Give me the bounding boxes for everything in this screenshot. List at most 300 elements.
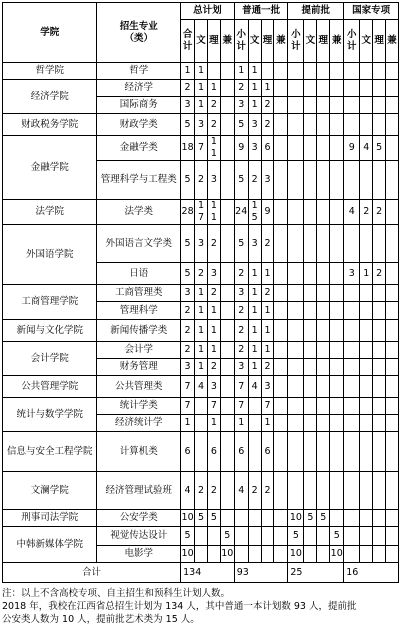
value-cell: 7 (234, 376, 248, 398)
value-cell (274, 97, 288, 114)
value-cell (288, 432, 304, 472)
value-cell (330, 398, 344, 415)
value-cell (373, 302, 386, 320)
value-cell: 11 (207, 200, 220, 225)
value-cell: 4 (344, 200, 360, 225)
value-cell: 5 (317, 510, 330, 527)
value-cell (220, 114, 234, 136)
value-cell (317, 200, 330, 225)
value-cell (317, 415, 330, 432)
value-cell (261, 546, 274, 563)
value-cell (386, 80, 399, 97)
value-cell (386, 527, 399, 546)
footnote-line: 公安类人数为 10 人，提前批艺术类为 15 人。 (2, 614, 200, 625)
value-cell: 7 (195, 136, 208, 161)
major-cell: 经济学 (97, 80, 181, 97)
table-row (3, 342, 399, 359)
table-row (3, 320, 399, 342)
value-cell: 7 (181, 376, 195, 398)
value-cell: 1 (195, 63, 208, 80)
value-cell (360, 510, 373, 527)
value-cell: 5 (234, 161, 248, 200)
value-cell (304, 472, 317, 510)
college-cell: 会计学院 (3, 342, 97, 376)
value-cell (220, 359, 234, 376)
value-cell (304, 97, 317, 114)
college-cell: 中韩新媒体学院 (3, 527, 97, 563)
major-cell: 计算机类 (97, 432, 181, 472)
admissions-plan-table (2, 2, 399, 583)
value-cell: 5 (181, 225, 195, 263)
value-cell (317, 114, 330, 136)
header-sub: 理 (373, 20, 386, 63)
value-cell (344, 376, 360, 398)
value-cell (274, 432, 288, 472)
value-cell (274, 161, 288, 200)
value-cell: 1 (181, 63, 195, 80)
value-cell (373, 161, 386, 200)
value-cell (288, 398, 304, 415)
value-cell (317, 225, 330, 263)
value-cell (360, 114, 373, 136)
value-cell (386, 63, 399, 80)
table-row (3, 136, 399, 161)
value-cell (274, 200, 288, 225)
value-cell (344, 320, 360, 342)
value-cell: 4 (234, 472, 248, 510)
value-cell: 10 (220, 546, 234, 563)
major-cell: 金融学类 (97, 136, 181, 161)
value-cell (274, 225, 288, 263)
major-cell: 国际商务 (97, 97, 181, 114)
value-cell (220, 97, 234, 114)
value-cell (220, 200, 234, 225)
value-cell (330, 320, 344, 342)
value-cell: 6 (261, 136, 274, 161)
value-cell: 1 (261, 302, 274, 320)
header-sub: 兼 (274, 20, 288, 63)
header-sub: 理 (261, 20, 274, 63)
value-cell (373, 97, 386, 114)
value-cell (288, 263, 304, 285)
major-cell: 统计学类 (97, 398, 181, 415)
value-cell (317, 527, 330, 546)
value-cell: 5 (304, 510, 317, 527)
value-cell: 5 (181, 527, 195, 546)
value-cell: 2 (360, 200, 373, 225)
major-cell: 电影学 (97, 546, 181, 563)
value-cell (304, 200, 317, 225)
value-cell: 6 (181, 432, 195, 472)
table-row (3, 376, 399, 398)
college-cell: 金融学院 (3, 136, 97, 200)
value-cell (386, 161, 399, 200)
value-cell: 2 (207, 285, 220, 302)
value-cell (360, 415, 373, 432)
value-cell (274, 527, 288, 546)
table-row (3, 432, 399, 472)
value-cell (317, 376, 330, 398)
major-cell: 外国语言文学类 (97, 225, 181, 263)
table-row (3, 527, 399, 546)
value-cell (360, 285, 373, 302)
major-cell: 公共管理类 (97, 376, 181, 398)
value-cell: 1 (248, 80, 261, 97)
value-cell (274, 285, 288, 302)
value-cell: 1 (195, 302, 208, 320)
value-cell: 2 (261, 285, 274, 302)
value-cell: 2 (234, 302, 248, 320)
value-cell: 2 (234, 320, 248, 342)
value-cell: 10 (288, 510, 304, 527)
value-cell: 3 (248, 136, 261, 161)
value-cell: 2 (373, 200, 386, 225)
value-cell: 6 (261, 432, 274, 472)
value-cell: 5 (234, 225, 248, 263)
table-row (3, 80, 399, 97)
value-cell (373, 415, 386, 432)
college-cell: 外国语学院 (3, 225, 97, 285)
table-row (3, 510, 399, 527)
table-header (3, 3, 399, 63)
value-cell (261, 527, 274, 546)
value-cell: 1 (248, 342, 261, 359)
value-cell (220, 136, 234, 161)
value-cell (373, 342, 386, 359)
value-cell: 10 (288, 546, 304, 563)
total-label: 合计 (3, 563, 181, 583)
college-cell: 刑事司法学院 (3, 510, 97, 527)
value-cell (304, 136, 317, 161)
value-cell (288, 97, 304, 114)
major-cell: 公安学类 (97, 510, 181, 527)
value-cell (288, 136, 304, 161)
value-cell: 4 (195, 376, 208, 398)
value-cell (386, 359, 399, 376)
value-cell: 2 (207, 97, 220, 114)
value-cell (344, 359, 360, 376)
value-cell: 2 (195, 472, 208, 510)
table-row (3, 114, 399, 136)
header-major: 招生专业 （类） (97, 3, 181, 63)
value-cell: 2 (207, 225, 220, 263)
value-cell: 2 (261, 472, 274, 510)
value-cell (386, 376, 399, 398)
major-cell: 经济管理试验班 (97, 472, 181, 510)
value-cell (360, 80, 373, 97)
header-sub: 小计 (288, 20, 304, 63)
value-cell (330, 225, 344, 263)
value-cell (207, 546, 220, 563)
value-cell: 1 (181, 415, 195, 432)
value-cell (274, 342, 288, 359)
value-cell (288, 285, 304, 302)
value-cell (248, 432, 261, 472)
value-cell (288, 114, 304, 136)
major-cell: 经济统计学 (97, 415, 181, 432)
value-cell (220, 63, 234, 80)
value-cell: 1 (261, 415, 274, 432)
table-row (3, 63, 399, 80)
value-cell: 3 (195, 114, 208, 136)
value-cell (386, 285, 399, 302)
value-cell: 5 (181, 263, 195, 285)
value-cell (304, 527, 317, 546)
value-cell: 2 (181, 302, 195, 320)
value-cell (373, 432, 386, 472)
value-cell (373, 546, 386, 563)
value-cell: 4 (248, 376, 261, 398)
value-cell (344, 161, 360, 200)
college-cell: 哲学院 (3, 63, 97, 80)
header-sub: 文 (304, 20, 317, 63)
value-cell: 3 (207, 263, 220, 285)
value-cell: 1 (248, 320, 261, 342)
value-cell: 1 (234, 63, 248, 80)
value-cell: 2 (207, 472, 220, 510)
value-cell (344, 225, 360, 263)
value-cell (386, 136, 399, 161)
header-sub: 小计 (234, 20, 248, 63)
table-footer (3, 563, 399, 583)
value-cell: 9 (261, 200, 274, 225)
value-cell (360, 376, 373, 398)
value-cell (304, 285, 317, 302)
value-cell (288, 302, 304, 320)
value-cell (330, 161, 344, 200)
value-cell: 28 (181, 200, 195, 225)
value-cell (261, 510, 274, 527)
value-cell: 2 (373, 263, 386, 285)
value-cell: 5 (288, 527, 304, 546)
value-cell (330, 63, 344, 80)
value-cell: 1 (248, 63, 261, 80)
value-cell: 4 (360, 136, 373, 161)
value-cell (330, 342, 344, 359)
value-cell (304, 114, 317, 136)
value-cell (330, 415, 344, 432)
value-cell (344, 342, 360, 359)
value-cell: 1 (195, 320, 208, 342)
value-cell (304, 161, 317, 200)
value-cell (195, 415, 208, 432)
value-cell: 1 (195, 359, 208, 376)
table-row (3, 472, 399, 510)
value-cell: 24 (234, 200, 248, 225)
value-cell (317, 161, 330, 200)
value-cell (373, 114, 386, 136)
value-cell: 10 (181, 546, 195, 563)
value-cell: 18 (181, 136, 195, 161)
value-cell (220, 80, 234, 97)
value-cell: 3 (234, 359, 248, 376)
value-cell (304, 342, 317, 359)
value-cell (274, 320, 288, 342)
value-cell (386, 546, 399, 563)
value-cell: 5 (207, 510, 220, 527)
value-cell (360, 161, 373, 200)
value-cell: 2 (261, 114, 274, 136)
value-cell (195, 398, 208, 415)
value-cell (373, 527, 386, 546)
value-cell: 1 (248, 263, 261, 285)
value-cell: 1 (248, 285, 261, 302)
value-cell (317, 398, 330, 415)
value-cell: 1 (261, 263, 274, 285)
value-cell: 7 (234, 398, 248, 415)
value-cell (317, 97, 330, 114)
value-cell: 2 (248, 472, 261, 510)
value-cell (330, 136, 344, 161)
value-cell (373, 225, 386, 263)
value-cell (261, 63, 274, 80)
value-cell: 1 (207, 302, 220, 320)
value-cell: 6 (207, 432, 220, 472)
value-cell (360, 302, 373, 320)
value-cell (317, 359, 330, 376)
value-cell (386, 472, 399, 510)
value-cell (288, 359, 304, 376)
value-cell (234, 510, 248, 527)
value-cell (373, 472, 386, 510)
major-cell: 新闻传播学类 (97, 320, 181, 342)
header-sub: 兼 (330, 20, 344, 63)
value-cell (220, 225, 234, 263)
value-cell (220, 415, 234, 432)
value-cell (304, 415, 317, 432)
value-cell: 2 (207, 114, 220, 136)
value-cell: 3 (248, 114, 261, 136)
value-cell (386, 225, 399, 263)
value-cell: 6 (234, 432, 248, 472)
header-group-batch1: 普通一批 (234, 3, 288, 20)
college-cell: 公共管理学院 (3, 376, 97, 398)
value-cell (274, 510, 288, 527)
value-cell: 5 (234, 114, 248, 136)
value-cell: 15 (248, 200, 261, 225)
value-cell (288, 376, 304, 398)
value-cell: 1 (261, 80, 274, 97)
value-cell (344, 546, 360, 563)
value-cell: 3 (195, 225, 208, 263)
value-cell (386, 432, 399, 472)
value-cell (304, 546, 317, 563)
footnote-line: 注：以上不含高校专项、自主招生和预科生计划人数。 (2, 588, 231, 599)
value-cell (330, 432, 344, 472)
value-cell (330, 263, 344, 285)
value-cell (373, 80, 386, 97)
value-cell (220, 510, 234, 527)
value-cell (195, 527, 208, 546)
value-cell (344, 285, 360, 302)
value-cell (360, 359, 373, 376)
value-cell (248, 415, 261, 432)
value-cell: 5 (195, 510, 208, 527)
value-cell: 1 (195, 285, 208, 302)
college-cell: 信息与安全工程学院 (3, 432, 97, 472)
value-cell: 3 (344, 263, 360, 285)
value-cell: 3 (207, 161, 220, 200)
value-cell (360, 97, 373, 114)
value-cell: 9 (234, 136, 248, 161)
value-cell: 5 (181, 114, 195, 136)
value-cell (234, 527, 248, 546)
value-cell: 1 (234, 415, 248, 432)
value-cell (220, 302, 234, 320)
value-cell: 3 (248, 225, 261, 263)
value-cell: 7 (181, 398, 195, 415)
header-group-early: 提前批 (288, 3, 344, 20)
value-cell (330, 376, 344, 398)
value-cell (288, 415, 304, 432)
value-cell (330, 302, 344, 320)
value-cell (274, 359, 288, 376)
value-cell: 2 (207, 359, 220, 376)
value-cell: 4 (181, 472, 195, 510)
value-cell: 5 (330, 527, 344, 546)
value-cell (344, 472, 360, 510)
value-cell (344, 415, 360, 432)
value-cell (317, 285, 330, 302)
value-cell (386, 415, 399, 432)
major-cell: 法学类 (97, 200, 181, 225)
value-cell: 3 (234, 285, 248, 302)
value-cell: 2 (248, 161, 261, 200)
college-cell: 财政税务学院 (3, 114, 97, 136)
value-cell (248, 527, 261, 546)
value-cell (220, 398, 234, 415)
value-cell: 3 (181, 359, 195, 376)
value-cell (330, 359, 344, 376)
footnote-line: 2018 年，我校在江西省总招生计划为 134 人，其中普通一本计划数 93 人，提前批 (2, 601, 357, 612)
major-cell: 财务管理 (97, 359, 181, 376)
value-cell (373, 63, 386, 80)
value-cell (360, 320, 373, 342)
value-cell (317, 320, 330, 342)
value-cell (207, 527, 220, 546)
value-cell (274, 136, 288, 161)
total-national: 16 (344, 563, 399, 583)
value-cell: 3 (261, 376, 274, 398)
college-cell: 统计与数学学院 (3, 398, 97, 432)
value-cell: 2 (234, 263, 248, 285)
value-cell: 2 (234, 342, 248, 359)
value-cell (304, 302, 317, 320)
value-cell (274, 302, 288, 320)
college-cell: 法学院 (3, 200, 97, 225)
college-cell: 经济学院 (3, 80, 97, 114)
value-cell: 2 (181, 320, 195, 342)
value-cell: 1 (207, 415, 220, 432)
value-cell (220, 263, 234, 285)
value-cell (274, 398, 288, 415)
value-cell (317, 472, 330, 510)
header-sub: 文 (360, 20, 373, 63)
major-cell: 管理科学 (97, 302, 181, 320)
value-cell (288, 225, 304, 263)
value-cell (248, 398, 261, 415)
value-cell (274, 472, 288, 510)
header-sub: 合计 (181, 20, 195, 63)
value-cell: 2 (195, 161, 208, 200)
value-cell (220, 432, 234, 472)
value-cell (304, 263, 317, 285)
value-cell (344, 527, 360, 546)
value-cell (344, 63, 360, 80)
value-cell (304, 63, 317, 80)
total-overall: 134 (181, 563, 235, 583)
college-cell: 工商管理学院 (3, 285, 97, 320)
